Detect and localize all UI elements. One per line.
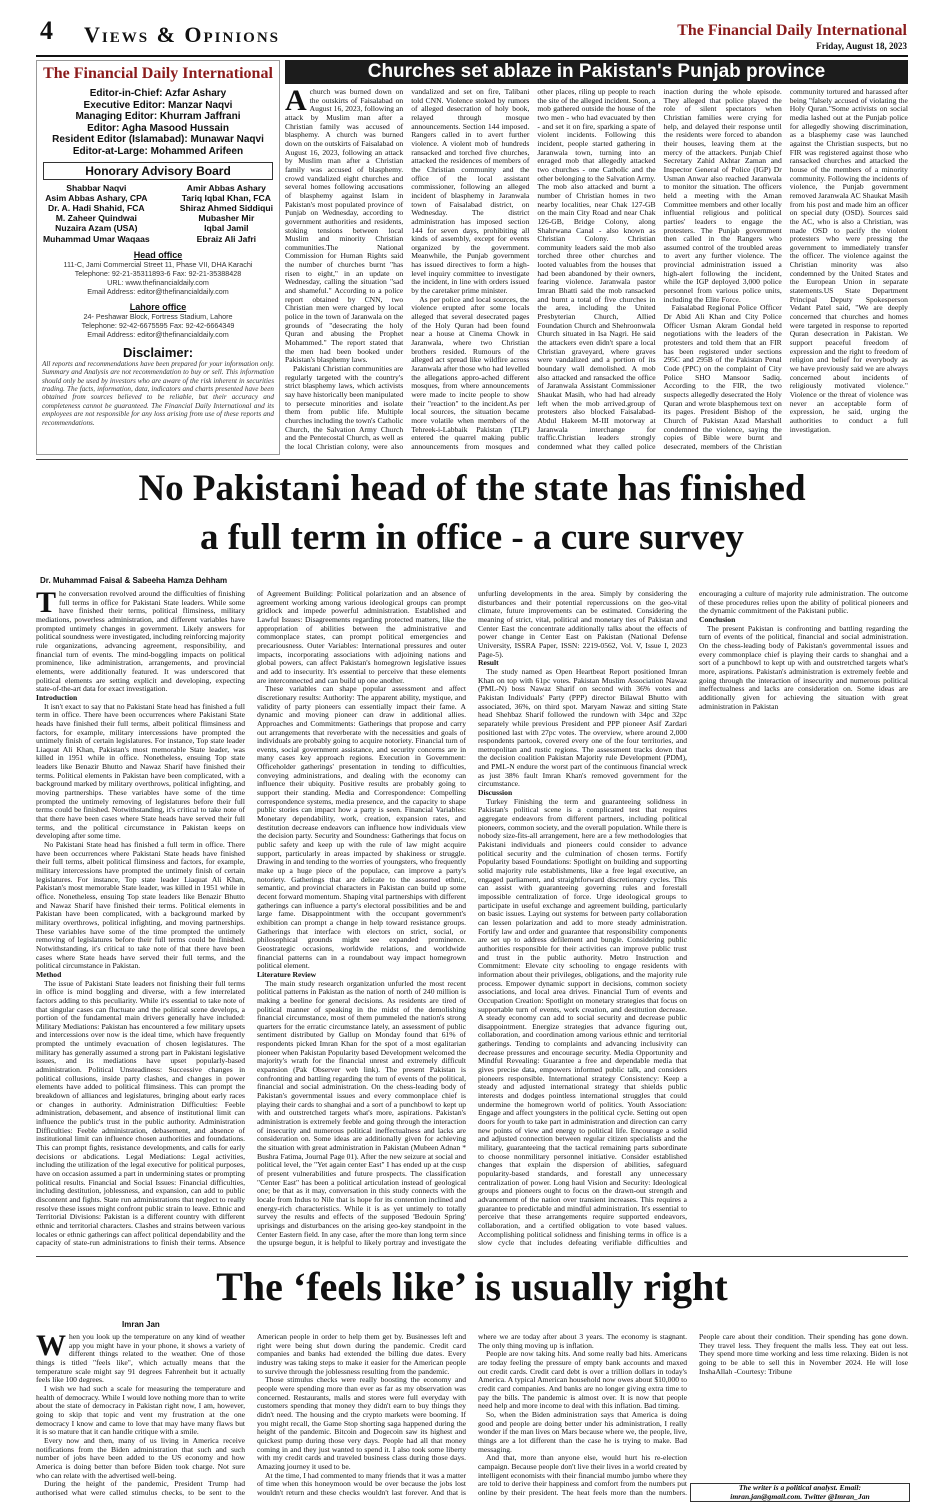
advisory-board-title: Honorary Advisory Board bbox=[43, 162, 273, 180]
paragraph: Those stimulus checks were really boosting the economy and people were spending more than ever as far as my observation was concerned. Restaurants, malls and stores were full everyday with customers spending that money they didn't earn to buy things they didn't need. The housing and the crypto markets were booming. If you might recall, the Game Stop shorting saga happened during the height of the pandemic. Bitcoin and Dogecoin saw its highest and quickest pump during those very days. People had all that money coming in and they just wanted to spend it. I also took some liberty with my credit cards and traveled business class during those days. Amazing journey it used to be. bbox=[257, 1375, 466, 1471]
paragraph: The issue of Pakistani State leaders not finishing their full terms in office is mind boggling and diverse, with a few interrelated factors adding to this peculiarity. While it's essential to take note of that singular cases can fluctuate and the political scene develops, a portion of the fundamental main drivers generally have included: Military Mediations: Pakistan has encountered a few military upsets and intercessions over now is the ideal time, which have frequently prompted the untimely evacuation of chosen legislatures. The military has generally assumed a strong part in Pakistani legislative issues, and its mediations have upset popularly-based administration. Political Unsteadiness: Successive changes in political collusions, inside party clashes, and changes in power elements have added to political flimsiness. This can prompt the breakdown of alliances and legislatures, bringing about early races or changes in authority. Administration Difficulties: Feeble administration, debasement, and absence of institutional limit can influence the public's trust in the public authority. Administration Difficulties: Feeble administration, debasement, and absence of institutional limit can influence chosen authorities and foundations. This can prompt fights, resistance developments, and calls for early decisions or abdications. Legal Mediations: Legal activities, including the utilization of the legal executive for political purposes, have on occasion assumed a part in undermining states or prompting political results. Financial and Social Issues: Financial difficulties, including destitution, joblessness, and expansion, can add to public discontent and fights. State run administrations that neglect to really resolve these issues might confront public strain to leave. Ethnic and Territorial Divisions: Pakistan is a different country with different ethnic and territorial characters. Clashes and strains between various locales or ethnic gatherings can affect political dependability and the capacity of state-run administrations to finish their terms. Absence of Agreement Building: Political polarization and an absence of agreement working among various ideological groups can prompt gridlock and impede powerful administration. Established and Lawful Issues: Disagreements regarding protected matters, like the appropriation of abilities between the administrative and commonplace states, can prompt political emergencies and precariousness. Outer Variables: International pressures and outer impacts, incorporating associations with adjoining nations and global powers, can affect Pakistan's homegrown legislative issues and add to insecurity. It's essential to perceive that these elements are interconnected and can build up one another. bbox=[36, 590, 466, 1248]
writer-note-line1: The writer is a political analyst. Email: bbox=[738, 1483, 862, 1492]
address-line: Telephone: 92-42-6675595 Fax: 92-42-6664349 bbox=[81, 320, 235, 330]
article3-byline: Imran Jan bbox=[122, 1320, 160, 1329]
subheading: Result bbox=[478, 658, 499, 668]
editor-list bbox=[37, 88, 279, 158]
article2-headline bbox=[36, 464, 908, 562]
article2-dropcap: T bbox=[36, 590, 57, 619]
article3-dropcap: W bbox=[36, 1333, 66, 1362]
article1-headline: Churches set ablaze in Pakistan's Punjab province bbox=[285, 60, 908, 84]
divider bbox=[36, 459, 908, 460]
header-rule bbox=[36, 55, 908, 57]
advisory-member: Mubasher Mir bbox=[198, 213, 255, 224]
editor-line: Managing Editor: Khurram Jaffrani bbox=[75, 111, 241, 123]
paragraph: During the height of the pandemic, President Trump had authorised what were called stimulus checks, to be sent to the American people in order to help them get by. Businesses left and right were being shut down during the pandemic. Credit card companies and banks had extended the billing due dates. Every industry was taking steps to make it easier for the American people to survive through the joblessness resulting from the pandemic. bbox=[36, 1333, 466, 1497]
address-line: URL: www.thefinancialdaily.com bbox=[107, 277, 209, 287]
issue-date: Friday, August 18, 2023 bbox=[816, 41, 907, 51]
paragraph: People are now taking hits. And some really bad hits. Americans are today feeling the pressure of empty bank accounts and maxed out credit cards. Credit card debt is over a trillion dollars in today's America. A typical American household now owes about $10,000 to credit card companies. And banks are no longer giving extra time to pay the bills. The pandemic is almost over. It is now that people need help and more income to deal with this inflation. Bad timing. bbox=[478, 1349, 687, 1411]
advisory-member: Shiraz Ahmed Siddiqui bbox=[179, 202, 273, 213]
paragraph: I wish we had such a scale for measuring the temperature and health of democracy. While I would love nothing more than to write about the state of democracy in Pakistan right now, I am, however, going to skip that topic and vent my frustration at the one democracy I know and came to love that may have many flaws but it is so mature that it can handle critique with a smile. bbox=[36, 1383, 245, 1437]
editor-line: Editor: Agha Masood Hussain bbox=[87, 122, 229, 134]
article3-body bbox=[36, 1333, 908, 1499]
advisory-member: Iqbal Jamil bbox=[204, 223, 249, 234]
page-number: 4 bbox=[40, 16, 53, 45]
paragraph: Pakistani Christian communities are regularly targeted with the country's strict blasphemy laws, which activists say have historically been manipulated to persecute minorities and isolate them from public life. Multiple churches including the town's Catholic Church, the Salvation Army Church and the Pentecostal Church, as well as the local Christian colony, were also vandalized and set on fire, Talibani told CNN. Violence stoked by rumors of alleged desecration of holy book, relayed through mosque announcements. Section 144 imposed. Rangers called in to avert further violence. A violent mob of hundreds ransacked and torched five churches, attacked the residences of members of the Christian community and the office of the local assistant commissioner, following an alleged incident of blasphemy in Jaranwala town of Faisalabad district, on Wednesday. The district administration has imposed section 144 for seven days, prohibiting all kinds of assembly, except for events organized by the government. Meanwhile, the Punjab government has issued directives to form a high-level inquiry committee to investigate the incident, in line with orders issued by the caretaker prime minister. bbox=[285, 88, 530, 451]
masthead-box bbox=[36, 60, 280, 455]
address-line: Email Address: editor@thefinancialdaily.com bbox=[87, 286, 229, 296]
paragraph: The study named as Open Heartbeat Report positioned Imran Khan on top with 61pc votes. Pakistan Muslim Association Nawaz (PML-N) boss Nawaz Sharif on second with 36% votes and Pakistan Individuals' Party (PPP) director Bilawal Bhutto with associated, 36%, on third spot. Maryam Nawaz and sitting State head Shehbaz Sharif followed the rundown with 34pc and 32pc separately while previous President and PPP pioneer Asif Zardari positioned last with 27pc votes. The overview, where around 2,000 respondents partook, covered every one of the four territories, and metropolitan and rustic regions. The assessment tracks down that the decision coalition Pakistan Majority rule Development (PDM), and PML-N endure the worst part of the continuous financial wreck as just 38% fault Imran Khan's removed government for the circumstance. bbox=[478, 666, 687, 789]
subheading: Literature Review bbox=[257, 969, 317, 979]
subheading: Conclusion bbox=[699, 614, 736, 624]
article1-dropcap: A bbox=[285, 88, 307, 117]
article2-body bbox=[36, 590, 908, 1252]
advisory-member: Tariq Iqbal Khan, FCA bbox=[181, 192, 271, 203]
header-paper-name: The Financial Daily International bbox=[677, 22, 907, 39]
address-line: Email Address: editor@thefinancialdaily.com bbox=[87, 329, 229, 339]
lahore-office-address bbox=[37, 312, 279, 339]
editor-line: Executive Editor: Manzar Naqvi bbox=[83, 99, 233, 111]
advisory-left-column bbox=[43, 183, 150, 244]
paragraph: he conversation revolved around the difficulties of finishing full terms in office for Pakistani State leaders. While some have finished their terms, political flimsiness, military mediations, powerless administration, and different variables have prompted untimely changes in government. Likely answers for political soundness were investigated, including reinforcing majority rule organizations, advancing agreement, responsibility, and financial turn of events. The mind-boggling impacts on political prominence, like administration, arrangements, and provincial elements, were additionally featured. It was underscored that political elements are setting explicit and developing, expecting state-of-the-art data for exact investigation. bbox=[36, 590, 245, 694]
advisory-member: Dr. A. Hadi Shahid, FCA bbox=[48, 202, 145, 213]
section-title: Views & Opinions bbox=[84, 22, 281, 47]
article2-headline-line2: a full term in office - a cure survey bbox=[200, 517, 744, 558]
paragraph: Faisalabad Regional Police Officer Dr Abid Ali Khan and City Police Officer Usman Akram Gondal held negotiations with the leaders of the protesters and told them that an FIR has been registered under sections 295C and 295B of the Pakistan Penal Code (PPC) on the complaint of City Police SHO Mansoor Sadiq. According to the FIR, the two suspects allegedly desecrated the Holy Quran and wrote blasphemous text on its pages. President Bishop of the Church of Pakistan Azad Marshall condemned the violence, saying the copies of Bible were burnt and desecrated, members of the Christian community tortured and harassed after being "falsely accused of violating the Holy Quran."Some activists on social media lashed out at the Punjab police for allegedly showing discrimination, as a blasphemy case was launched against the Christian suspects, but no FIR was registered against those who ransacked churches and attacked the house of the members of a minority community. Following the incidents of violence, the Punjab government removed Jaranwala AC Shaukat Masih from his post and made him an officer on special duty (OSD). Sources said the AC, who is also a Christian, was made OSD to pacify the violent protesters who were pressing the government to immediately transfer the officer. The violence against the Christian minority was also condemned by the United States and the European Union in separate statements.US State Department Principal Deputy Spokesperson Vedant Patel said, "We are deeply concerned that churches and homes were targeted in response to reported Quran desecration in Pakistan. We support peaceful freedom of expression and the right to freedom of religion and belief for everybody as we have previously said we are always concerned about incidents of religiously motivated violence." Violence or the threat of violence was never an acceptable form of expression, he said, urging the authorities to conduct a full investigation. bbox=[663, 88, 908, 451]
writer-note-line2: imran.jan@gmail.com. Twitter @Imran_Jan bbox=[730, 1491, 870, 1501]
paragraph: hen you look up the temperature on any kind of weather app you might have in your phone, it shows a variety of different things related to the weather. One of those things is titled "feels like", which actually means that the temperature scale might say 91 degrees Fahrenheit but it actually feels like 100 degrees. bbox=[36, 1333, 245, 1385]
advisory-member: Asim Abbas Ashary, CPA bbox=[45, 192, 148, 203]
paragraph: These variables can shape popular assessment and affect discretionary results: Authority: The apparent ability, mystique, and validity of party pioneers can essentially impact their fame. A dynamic and moving pioneer can draw in additional allies. Approaches and Commitments: Gatherings that propose and carry out arrangements that reverberate with the necessities and goals of individuals are probably going to acquire notoriety. Financial turn of events, social government assistance, and security concerns are in many cases key approach regions. Execution in Government: Officeholder gatherings' presentation in tending to difficulties, conveying administrations, and dealing with the economy can influence their ubiquity. Positive results are probably going to support their standing. Media and Correspondence: Compelling correspondence systems, media presence, and the capacity to shape public stories can impact how a party is seen. Financial Variables: Monetary dependability, work, creation, expansion rates, and destitution decrease endeavors can influence how individuals view the decision party. Security and Soundness: Gatherings that focus on public safety and keep up with the rule of law might acquire support, particularly in areas impacted by shakiness or struggle. Drawing in and tending to the worries of youngsters, who frequently make up a huge piece of the populace, can improve a party's notoriety. Gatherings that are delicate to the assorted ethnic, semantic, and provincial characters in Pakistan can build up some decent forward momentum. Shaping vital partnerships with different gatherings can influence a party's electoral possibilities and be and large fame. Disappointment with the occupant government's exhibition can prompt a change in help toward resistance groups. Gatherings that interface with electors on strict, social, or philosophical grounds might see expanded prominence. Geostrategic occasions, worldwide relations, and worldwide financial patterns can in a roundabout way impact homegrown political element. bbox=[257, 684, 466, 971]
paragraph: At the time, I had commented to many friends that it was a matter of time when this honeymoon would be over because the jobs lost wouldn't return and these checks wouldn't last forever. And that is where we are today after about 3 years. The economy is stagnant. The only thing moving up is inflation. bbox=[257, 1333, 687, 1497]
advisory-member: Shabbar Naqvi bbox=[66, 182, 127, 193]
advisory-member: M. Zaheer Quindwai bbox=[55, 213, 137, 224]
paragraph: The main study research organization unfurled the most recent political patterns in Pakistan as the nation of north of 240 million is making a beeline for general decisions. As residents are tired of political manner of speaking in the midst of the demolishing financial circumstance, most of them pummeled the nation's strong quarters for the erratic circumstance lately, an assessment of public sentiment distributed by Gallup on Monday found that 61% of respondents picked Imran Khan for the spot of a most egalitarian pioneer when Pakistan Popularity based Development welcomed the majority's wrath for the financial unrest and extremely difficult expansion (Pak Observer web link). The present Pakistan is confronting and battling regarding the turn of events of the political, financial and social administration. On the chess-leading body of Pakistan's governmental issues and every commonplace chief is playing their cards to shanghai and a sort of a punchbowl to kept up with and outstretched targets what's more, aspirations. Pakistan's administration is extremely feeble and going through the interaction of insecurity and numerous political ineffectualness and lacks are consideration on. Some ideas are additionally given for achieving the situation with great administration in Pakistan (Mubeen Adnan * Bushra Fatima, Journal Page 01). After the new seizure at social and political level, the "Yet again center East" I has ended up at the cusp of present vulnerabilities and future prospects. The classification "Center East" has been a political articulation instead of geological one; be that as it may, conversation in this study connects with the locale from Indus to Nile that is hope for its contention inclined and energy-rich characteristics. While it is as yet untimely to totally survey the results and effects of the supposed 'Bedouin Spring' uprisings and disturbances on the arising geo-key standpoint in the Center Eastern field. In any case, after the more than long term since the upsurge begun, it is helpful to likely portray and investigate the unfurling developments in the area. Simply by considering the disturbances and their potential repercussions on the geo-vital climate, future improvements can be estimated. Considering the meaning of strict, vital, political and monetary ties of Pakistan and Center East the concentrate additionally talks about the effects of power change in Center East on Pakistan (National Defense University, ISSRA Paper, ISSN: 2219-0562, Vol. V, Issue I, 2023 Page-5). bbox=[257, 590, 687, 1248]
article1-body bbox=[285, 88, 908, 454]
paragraph: Turkey Finishing the term and guaranteeing solidness in Pakistan's political scene is a complicated test that requires aggregate endeavors from different partners, including political pioneers, common society, and the overall population. While there is nobody size-fits-all arrangement, here are a few methodologies that Pakistani individuals and pioneers could consider to advance political security and the culmination of chosen terms. Fortify Popularity based Foundations: Spotlight on building and supporting solid majority rule establishments, like a free legal executive, an engaged parliament, and straightforward discretionary cycles. This can assist with guaranteeing governing rules and forestall impossible centralization of force. Urge ideological groups to participate in useful exchange and agreement building, particularly on basic issues. Laying out systems for between party collaboration can lessen polarization and add to more steady administration. Fortify law and order and guarantee that responsibility components are set up to address defilement and bungle. Considering public authorities responsible for their activities can improve public trust and trust in the public authority. Metro Instruction and Commitment: Elevate city schooling to engage residents with information about their privileges, obligations, and the majority rule process. Empower dynamic support in decisions, common society associations, and local area drives. Financial Turn of events and Occupation Creation: Spotlight on monetary strategies that focus on supportable turn of events, work creation, and destitution decrease. A steady economy can add to social security and decrease public disappointment. Energize strategies that advance figuring out, collaboration, and coordination among various ethnic and territorial gatherings. Tending to complaints and advancing inclusivity can decrease pressures and encourage security. Media Opportunity and Mindful Revealing: Guarantee a free and dependable media that gives precise data, empowers informed public talk, and considers pioneers responsible. International strategy Consistency: Keep a steady and adjusted international strategy that shields public interests and dodges pointless international struggles that could undermine the homegrown world of politics. Youth Association: Engage and affect youngsters in the political cycle. Setting out open doors for youth to take part in administration and direction can carry new points of view and energy to political life. Encourage a solid and adjusted connection between regular citizen specialists and the military, guaranteeing that the tactical remaining parts subordinate to choose nonmilitary personnel initiative. Consider established changes that explain the dispersion of abilities, safeguard popularity-based standards, and forestall any unnecessary centralization of power. Long haul Vision and Security: Ideological groups and pioneers ought to focus on the drawn-out strength and advancement of the nation over transient increases. This requires a guarantee to predictable and mindful administration. It's essential to perceive that these arrangements require supported endeavors, collaboration, and a certified obligation to vote based values. Accomplishing political solidness and finishing terms in office is a slow cycle that includes defeating verifiable difficulties and encouraging a culture of majority rule administration. The outcome of these procedures relies upon the ability of political pioneers and the dynamic commitment of the Pakistani public. bbox=[478, 590, 908, 1248]
paragraph: And that, more than anyone else, would hurt his re-election campaign. Because people don't live their lives in a world created by intelligent economists with their financial mumbo jumbo where they are told to derive their happiness and comfort from the numbers put online by their president. The heat feels more than the numbers. People care about their condition. Their spending has gone down. They travel less. They frequent the malls less. They eat out less. They spend more time working and less time relaxing. Biden is not going to be able to sell this in November 2024. He will lose InshaAllah -Courtesy: Tribune bbox=[478, 1333, 908, 1497]
advisory-member: Nuzaira Azam (USA) bbox=[55, 223, 138, 234]
writer-note bbox=[690, 1483, 910, 1502]
advisory-member: Muhammad Umar Waqaas bbox=[43, 233, 150, 244]
head-office-address bbox=[37, 260, 279, 296]
masthead-name: The Financial Daily International bbox=[43, 65, 273, 82]
advisory-member: Ebraiz Ali Jafri bbox=[196, 233, 257, 244]
advisory-board bbox=[37, 183, 279, 244]
article2-headline-line1: No Pakistani head of the state has finished bbox=[138, 468, 806, 509]
disclaimer-text: All reports and recommendations have been prepared for your information only. Summary and Analysis are not recommendation to buy or sell. This information should only be used by investors who are aware of the risk inherent in securities trading. The facts, information, data, indicators and charts presented have been obtained from sources believed to be reliable, but their accuracy and completeness cannot be guaranteed. The Financial Daily International and its employees are not responsible for any loss arising from use of these reports and recommendations. bbox=[42, 359, 274, 427]
article3-headline: The ‘feels like’ is usually right bbox=[216, 1264, 728, 1309]
paragraph: As per police and local sources, the violence erupted after some locals alleged that several desecrated pages of the Holy Quran had been found near a house at Cinema Chowk in Jaranwala, where two Christian brothers resided. Rumours of the alleged act spread like wildfire across Jaranwala after those who had levelled the allegations appro-ached different mosques, from where announcements were made to incite people to show their "reaction" to the incident.As per local sources, the situation became more volatile when members of the Tehreek-i-Labbaik Pakistan (TLP) entered the quarrel making public announcements from mosques and other places, riling up people to reach the site of the alleged incident. Soon, a mob gathered outside the house of the two men - who had evacuated by then - and set it on fire, sparking a spate of violent incidents. Following this incident, people started gathering in Jaranwala town, turning into an enraged mob that allegedly attacked two churches - one Catholic and the other belonging to the Salvation Army. The mob also attacked and burnt a number of Christian homes in two nearby localities, near Chak 127-GB on the main City Road and near Chak 126-GB, Bridge Colony, along Shahrwana Canal - also known as Christian Colony. Christian community leaders said the mob also torched three other churches and looted valuables from the houses that had been abandoned by their owners, fearing violence. Jaranwala pastor Imran Bhatti said the mob ransacked and burnt a total of five churches in the area, including the United Presbyterian Church, Allied Foundation Church and Shehroonwala Church situated in Isa Nagri. He said the attackers even didn't spare a local Christian graveyard, where graves were vandalized and a portion of its boundary wall demolished. A mob also attacked and ransacked the office of Jaranwala Assistant Commissioner Shaukat Masih, who had had already left when the mob arrived.group of protesters also blocked Faisalabad-Abdul Hakeem M-III motorway at Jaranwala interchange for traffic.Christian leaders strongly condemned what they called police inaction during the whole episode. They alleged that police played the role of silent spectators when Christian families were crying for help, and delayed their response until the residents were forced to abandon their houses, leaving them at the mercy of the attackers. Punjab Chief Secretary Zahid Akhtar Zaman and Inspector General of Police (IGP) Dr Usman Anwar also reached Jaranwala to monitor the situation. The officers held a meeting with the Aman Committee members and other locally influential religious and political parties' leaders to engage the protesters. The Punjab government then called in the Rangers who assumed control of the troubled areas to avert any further violence. The provincial administration issued a high-alert following the incident, while the IGP deployed 3,000 police personnel from various police units, including the Elite Force. bbox=[411, 88, 782, 451]
disclaimer-title: Disclaimer: bbox=[122, 344, 194, 360]
paragraph: church was burned down on the outskirts of Faisalabad on August 16, 2023, following an attack by Muslim man after a Christian family was accused of blasphemy. A church was burned down on the outskirts of Faisalabad on August 16, 2023, following an attack by Muslim man after a Christian family was accused of blasphemy. crowd vandalized eight churches and several homes following accusations of blasphemy against Islam in Pakistan's most populated province of Punjab on Wednesday, according to government authorities and residents, stoking tensions between local Muslim and minority Christian communities.The National Commission for Human Rights said the number of churches burnt "has risen to eight," in an update on Wednesday, calling the situation "sad and shameful." According to a police report obtained by CNN, two Christian men were charged by local police in the town of Jaranwala on the grounds of "desecrating the holy Quran and abusing the Prophet Mohammed." The report stated that the men had been booked under Pakistan's blasphemy laws. bbox=[285, 88, 404, 365]
address-line: 24- Peshawar Block, Fortress Stadium, Lahore bbox=[83, 311, 233, 321]
address-line: 111-C, Jami Commercial Street 11, Phase VII, DHA Karachi bbox=[63, 259, 253, 269]
paragraph: It isn't exact to say that no Pakistani State head has finished a full term in office. There have been occurrences where Pakistani State heads have finished their full terms, albeit political flimsiness and factors, for example, military intercessions have prompted the untimely finish of certain legislatures. For instance, Top state leader Liaquat Ali Khan, Pakistan's most memorable State leader, was killed in 1951 while in office. Nonetheless, ensuing Top state leaders like Benazir Bhutto and Nawaz Sharif have finished their terms. Political elements in Pakistan have been complicated, with a background marked by military overthrows, political infighting, and moving partnerships. These variables have some of the time prompted the untimely removing of legislatures before their full terms could be finished. Notwithstanding, it's critical to take note of that there have been cases where State heads have served their full terms, and the political circumstance in Pakistan keeps on developing after some time. bbox=[36, 701, 245, 841]
subheading: Method bbox=[36, 969, 62, 979]
article2-byline: Dr. Muhammad Faisal & Sabeeha Hamza Dehham bbox=[40, 576, 228, 585]
head-office-title: Head office bbox=[133, 249, 183, 260]
subheading: Discussion bbox=[478, 788, 513, 798]
paragraph: No Pakistani State head has finished a full term in office. There have been occurrences where Pakistani State heads have finished their full terms, albeit political flimsiness and factors, for example, military intercessions have prompted the untimely finish of certain legislatures. For instance, Top state leader Liaquat Ali Khan, Pakistan's most memorable State leader, was killed in 1951 while in office. Nonetheless, ensuing Top state leaders like Benazir Bhutto and Nawaz Sharif have finished their terms. Political elements in Pakistan have been complicated, with a background marked by military overthrows, political infighting, and moving partnerships. These variables have some of the time prompted the untimely removing of legislatures before their full terms could be finished. Notwithstanding, it's critical to take note of that there have been cases where State heads have served their full terms, and the political circumstance in Pakistan. bbox=[36, 840, 245, 971]
editor-line: Editor-at-Large: Mohammed Arifeen bbox=[72, 145, 244, 157]
subheading: Introduction bbox=[36, 692, 78, 702]
paragraph: Every now and then, many of us living in America receive notifications from the Biden administration that such and such number of jobs have been added to the US economy and how America is doing better than before Biden took charge. Not sure who can relate with the advertised well-being. bbox=[36, 1435, 245, 1480]
advisory-right-column bbox=[180, 183, 273, 244]
advisory-member: Amir Abbas Ashary bbox=[186, 182, 266, 193]
editor-line: Resident Editor (Islamabad): Munawar Naqvi bbox=[52, 134, 264, 146]
lahore-office-title: Lahore office bbox=[129, 301, 187, 312]
editor-line: Editor-in-Chief: Azfar Ashary bbox=[89, 88, 227, 99]
address-line: Telephone: 92-21-35311893-6 Fax: 92-21-35388428 bbox=[74, 268, 242, 278]
paragraph: So, when the Biden administration says that America is doing good and people are doing better under his administration, I really wonder if the man lives on Mars because where we, the people, live, things are a lot different than the case he is trying to make. Bad messaging. bbox=[478, 1409, 687, 1454]
paragraph: The present Pakistan is confronting and battling regarding the turn of events of the political, financial and social administration. On the chess-leading body of Pakistan's governmental issues and every commonplace chief is playing their cards to shanghai and a sort of a punchbowl to kept up with and outstretched targets what's more, aspirations. Pakistan's administration is extremely feeble and going through the interaction of insecurity and numerous political ineffectualness and lacks are consideration on. Some ideas are additionally given for achieving the situation with great administration in Pakistan bbox=[699, 623, 908, 711]
divider bbox=[36, 1256, 908, 1257]
